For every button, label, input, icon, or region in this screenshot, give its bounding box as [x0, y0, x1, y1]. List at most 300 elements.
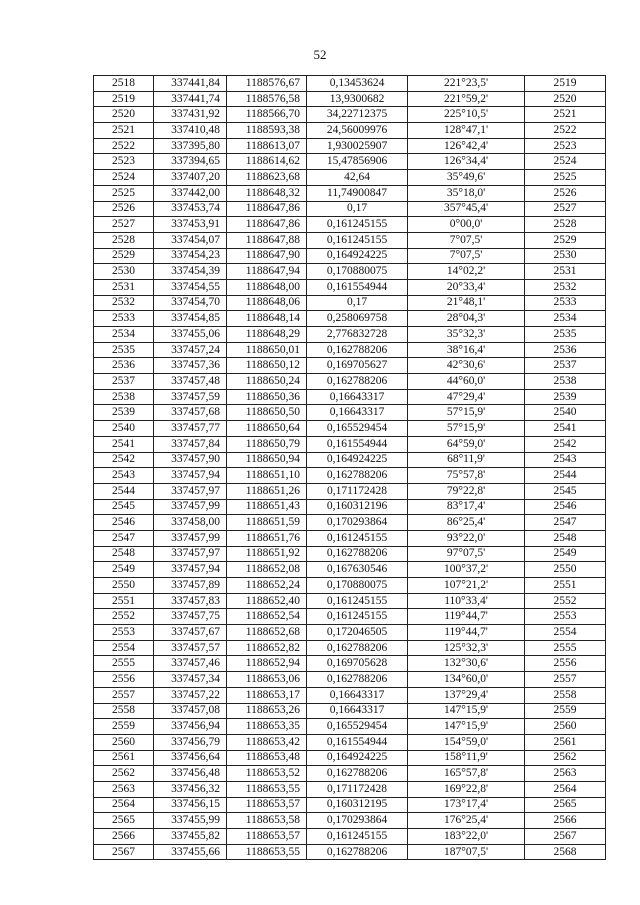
point-to-cell: 2561 [525, 734, 606, 750]
length-cell: 0,258069758 [307, 311, 408, 327]
x-coordinate-cell: 337455,66 [154, 844, 227, 860]
x-coordinate-cell: 337441,84 [154, 76, 227, 92]
point-to-cell: 2535 [525, 327, 606, 343]
y-coordinate-cell: 1188650,79 [227, 436, 307, 452]
point-from-cell: 2521 [94, 123, 154, 139]
direction-angle-cell: 119°44,7' [408, 609, 525, 625]
direction-angle-cell: 147°15,9' [408, 719, 525, 735]
table-row [94, 185, 606, 201]
table-row [94, 530, 606, 546]
point-to-cell: 2532 [525, 279, 606, 295]
y-coordinate-cell: 1188651,43 [227, 499, 307, 515]
table-row [94, 640, 606, 656]
table-row [94, 170, 606, 186]
direction-angle-cell: 35°18,0' [408, 185, 525, 201]
y-coordinate-cell: 1188653,17 [227, 687, 307, 703]
x-coordinate-cell: 337457,34 [154, 672, 227, 688]
y-coordinate-cell: 1188652,40 [227, 593, 307, 609]
point-from-cell: 2535 [94, 342, 154, 358]
table-row [94, 468, 606, 484]
point-to-cell: 2554 [525, 625, 606, 641]
length-cell: 34,22712375 [307, 107, 408, 123]
table-row [94, 499, 606, 515]
x-coordinate-cell: 337456,48 [154, 766, 227, 782]
x-coordinate-cell: 337457,90 [154, 452, 227, 468]
x-coordinate-cell: 337457,99 [154, 530, 227, 546]
x-coordinate-cell: 337456,94 [154, 719, 227, 735]
length-cell: 0,170293864 [307, 813, 408, 829]
table-row [94, 248, 606, 264]
point-to-cell: 2521 [525, 107, 606, 123]
y-coordinate-cell: 1188650,24 [227, 374, 307, 390]
direction-angle-cell: 14°02,2' [408, 264, 525, 280]
direction-angle-cell: 107°21,2' [408, 578, 525, 594]
table-row [94, 625, 606, 641]
table-body [94, 76, 606, 860]
point-from-cell: 2556 [94, 672, 154, 688]
length-cell: 0,164924225 [307, 452, 408, 468]
direction-angle-cell: 147°15,9' [408, 703, 525, 719]
x-coordinate-cell: 337457,59 [154, 389, 227, 405]
length-cell: 0,161245155 [307, 609, 408, 625]
y-coordinate-cell: 1188648,32 [227, 185, 307, 201]
length-cell: 0,164924225 [307, 248, 408, 264]
point-from-cell: 2546 [94, 515, 154, 531]
point-to-cell: 2556 [525, 656, 606, 672]
point-from-cell: 2542 [94, 452, 154, 468]
x-coordinate-cell: 337453,91 [154, 217, 227, 233]
point-to-cell: 2534 [525, 311, 606, 327]
direction-angle-cell: 20°33,4' [408, 279, 525, 295]
direction-angle-cell: 125°32,3' [408, 640, 525, 656]
point-from-cell: 2520 [94, 107, 154, 123]
point-to-cell: 2546 [525, 499, 606, 515]
point-to-cell: 2526 [525, 185, 606, 201]
length-cell: 0,161554944 [307, 734, 408, 750]
length-cell: 0,170880075 [307, 264, 408, 280]
x-coordinate-cell: 337410,48 [154, 123, 227, 139]
point-to-cell: 2564 [525, 781, 606, 797]
point-from-cell: 2544 [94, 483, 154, 499]
table-row [94, 421, 606, 437]
x-coordinate-cell: 337455,82 [154, 829, 227, 845]
table-row [94, 672, 606, 688]
length-cell: 0,161245155 [307, 217, 408, 233]
point-from-cell: 2536 [94, 358, 154, 374]
table-row [94, 750, 606, 766]
point-from-cell: 2539 [94, 405, 154, 421]
y-coordinate-cell: 1188653,42 [227, 734, 307, 750]
point-from-cell: 2519 [94, 91, 154, 107]
x-coordinate-cell: 337457,89 [154, 578, 227, 594]
point-from-cell: 2533 [94, 311, 154, 327]
y-coordinate-cell: 1188613,07 [227, 138, 307, 154]
x-coordinate-cell: 337457,99 [154, 499, 227, 515]
direction-angle-cell: 134°60,0' [408, 672, 525, 688]
direction-angle-cell: 187°07,5' [408, 844, 525, 860]
point-to-cell: 2548 [525, 530, 606, 546]
direction-angle-cell: 221°59,2' [408, 91, 525, 107]
point-to-cell: 2539 [525, 389, 606, 405]
direction-angle-cell: 110°33,4' [408, 593, 525, 609]
x-coordinate-cell: 337457,67 [154, 625, 227, 641]
length-cell: 0,16643317 [307, 687, 408, 703]
y-coordinate-cell: 1188651,26 [227, 483, 307, 499]
x-coordinate-cell: 337455,06 [154, 327, 227, 343]
x-coordinate-cell: 337457,77 [154, 421, 227, 437]
point-from-cell: 2551 [94, 593, 154, 609]
point-to-cell: 2547 [525, 515, 606, 531]
point-to-cell: 2567 [525, 829, 606, 845]
direction-angle-cell: 169°22,8' [408, 781, 525, 797]
direction-angle-cell: 97°07,5' [408, 546, 525, 562]
length-cell: 0,162788206 [307, 546, 408, 562]
length-cell: 0,13453624 [307, 76, 408, 92]
table-row [94, 311, 606, 327]
point-from-cell: 2562 [94, 766, 154, 782]
y-coordinate-cell: 1188576,58 [227, 91, 307, 107]
y-coordinate-cell: 1188651,92 [227, 546, 307, 562]
y-coordinate-cell: 1188650,50 [227, 405, 307, 421]
length-cell: 0,162788206 [307, 672, 408, 688]
direction-angle-cell: 35°49,6' [408, 170, 525, 186]
length-cell: 24,56009976 [307, 123, 408, 139]
direction-angle-cell: 7°07,5' [408, 232, 525, 248]
y-coordinate-cell: 1188653,52 [227, 766, 307, 782]
point-from-cell: 2553 [94, 625, 154, 641]
direction-angle-cell: 132°30,6' [408, 656, 525, 672]
table-row [94, 295, 606, 311]
point-from-cell: 2540 [94, 421, 154, 437]
direction-angle-cell: 28°04,3' [408, 311, 525, 327]
x-coordinate-cell: 337455,99 [154, 813, 227, 829]
length-cell: 0,162788206 [307, 468, 408, 484]
y-coordinate-cell: 1188653,58 [227, 813, 307, 829]
direction-angle-cell: 44°60,0' [408, 374, 525, 390]
point-from-cell: 2545 [94, 499, 154, 515]
table-row [94, 829, 606, 845]
x-coordinate-cell: 337457,36 [154, 358, 227, 374]
point-to-cell: 2529 [525, 232, 606, 248]
y-coordinate-cell: 1188614,62 [227, 154, 307, 170]
point-to-cell: 2538 [525, 374, 606, 390]
direction-angle-cell: 64°59,0' [408, 436, 525, 452]
point-to-cell: 2519 [525, 76, 606, 92]
point-from-cell: 2530 [94, 264, 154, 280]
x-coordinate-cell: 337457,84 [154, 436, 227, 452]
point-from-cell: 2529 [94, 248, 154, 264]
point-from-cell: 2528 [94, 232, 154, 248]
length-cell: 0,16643317 [307, 389, 408, 405]
point-from-cell: 2554 [94, 640, 154, 656]
y-coordinate-cell: 1188653,48 [227, 750, 307, 766]
y-coordinate-cell: 1188648,06 [227, 295, 307, 311]
point-to-cell: 2549 [525, 546, 606, 562]
direction-angle-cell: 35°32,3' [408, 327, 525, 343]
y-coordinate-cell: 1188650,12 [227, 358, 307, 374]
y-coordinate-cell: 1188653,57 [227, 829, 307, 845]
coordinates-table [93, 75, 606, 860]
x-coordinate-cell: 337454,23 [154, 248, 227, 264]
direction-angle-cell: 83°17,4' [408, 499, 525, 515]
point-to-cell: 2551 [525, 578, 606, 594]
point-from-cell: 2560 [94, 734, 154, 750]
point-to-cell: 2523 [525, 138, 606, 154]
length-cell: 0,161245155 [307, 593, 408, 609]
x-coordinate-cell: 337457,68 [154, 405, 227, 421]
length-cell: 15,47856906 [307, 154, 408, 170]
y-coordinate-cell: 1188652,94 [227, 656, 307, 672]
direction-angle-cell: 7°07,5' [408, 248, 525, 264]
table-row [94, 546, 606, 562]
point-to-cell: 2563 [525, 766, 606, 782]
y-coordinate-cell: 1188576,67 [227, 76, 307, 92]
point-to-cell: 2528 [525, 217, 606, 233]
point-to-cell: 2531 [525, 264, 606, 280]
point-to-cell: 2530 [525, 248, 606, 264]
table-row [94, 703, 606, 719]
x-coordinate-cell: 337457,94 [154, 562, 227, 578]
x-coordinate-cell: 337456,32 [154, 781, 227, 797]
x-coordinate-cell: 337407,20 [154, 170, 227, 186]
point-to-cell: 2568 [525, 844, 606, 860]
point-from-cell: 2534 [94, 327, 154, 343]
point-to-cell: 2550 [525, 562, 606, 578]
point-from-cell: 2559 [94, 719, 154, 735]
length-cell: 0,162788206 [307, 640, 408, 656]
y-coordinate-cell: 1188653,35 [227, 719, 307, 735]
table-row [94, 609, 606, 625]
point-from-cell: 2531 [94, 279, 154, 295]
point-to-cell: 2525 [525, 170, 606, 186]
x-coordinate-cell: 337457,24 [154, 342, 227, 358]
length-cell: 0,162788206 [307, 342, 408, 358]
point-from-cell: 2548 [94, 546, 154, 562]
length-cell: 0,16643317 [307, 405, 408, 421]
point-to-cell: 2537 [525, 358, 606, 374]
direction-angle-cell: 154°59,0' [408, 734, 525, 750]
table-row [94, 232, 606, 248]
point-to-cell: 2562 [525, 750, 606, 766]
x-coordinate-cell: 337394,65 [154, 154, 227, 170]
direction-angle-cell: 158°11,9' [408, 750, 525, 766]
length-cell: 0,170880075 [307, 578, 408, 594]
table-row [94, 405, 606, 421]
x-coordinate-cell: 337457,97 [154, 546, 227, 562]
point-from-cell: 2558 [94, 703, 154, 719]
x-coordinate-cell: 337442,00 [154, 185, 227, 201]
y-coordinate-cell: 1188623,68 [227, 170, 307, 186]
point-to-cell: 2565 [525, 797, 606, 813]
point-to-cell: 2559 [525, 703, 606, 719]
table-row [94, 389, 606, 405]
y-coordinate-cell: 1188653,55 [227, 844, 307, 860]
point-from-cell: 2565 [94, 813, 154, 829]
point-to-cell: 2543 [525, 452, 606, 468]
y-coordinate-cell: 1188653,55 [227, 781, 307, 797]
point-to-cell: 2541 [525, 421, 606, 437]
table-row [94, 201, 606, 217]
length-cell: 0,161245155 [307, 232, 408, 248]
point-to-cell: 2557 [525, 672, 606, 688]
x-coordinate-cell: 337457,08 [154, 703, 227, 719]
x-coordinate-cell: 337454,39 [154, 264, 227, 280]
table-row [94, 687, 606, 703]
direction-angle-cell: 38°16,4' [408, 342, 525, 358]
length-cell: 0,170293864 [307, 515, 408, 531]
direction-angle-cell: 183°22,0' [408, 829, 525, 845]
table-row [94, 766, 606, 782]
table-row [94, 91, 606, 107]
direction-angle-cell: 119°44,7' [408, 625, 525, 641]
table-row [94, 279, 606, 295]
point-to-cell: 2545 [525, 483, 606, 499]
length-cell: 0,172046505 [307, 625, 408, 641]
direction-angle-cell: 57°15,9' [408, 421, 525, 437]
direction-angle-cell: 0°00,0' [408, 217, 525, 233]
point-to-cell: 2527 [525, 201, 606, 217]
direction-angle-cell: 357°45,4' [408, 201, 525, 217]
length-cell: 2,776832728 [307, 327, 408, 343]
point-from-cell: 2547 [94, 530, 154, 546]
x-coordinate-cell: 337454,70 [154, 295, 227, 311]
point-from-cell: 2538 [94, 389, 154, 405]
length-cell: 0,171172428 [307, 483, 408, 499]
point-from-cell: 2518 [94, 76, 154, 92]
table-row [94, 781, 606, 797]
y-coordinate-cell: 1188593,38 [227, 123, 307, 139]
point-to-cell: 2520 [525, 91, 606, 107]
y-coordinate-cell: 1188647,94 [227, 264, 307, 280]
point-from-cell: 2552 [94, 609, 154, 625]
y-coordinate-cell: 1188652,68 [227, 625, 307, 641]
direction-angle-cell: 126°42,4' [408, 138, 525, 154]
length-cell: 0,171172428 [307, 781, 408, 797]
point-from-cell: 2523 [94, 154, 154, 170]
x-coordinate-cell: 337431,92 [154, 107, 227, 123]
length-cell: 0,161554944 [307, 436, 408, 452]
y-coordinate-cell: 1188653,57 [227, 797, 307, 813]
x-coordinate-cell: 337457,97 [154, 483, 227, 499]
direction-angle-cell: 176°25,4' [408, 813, 525, 829]
y-coordinate-cell: 1188652,08 [227, 562, 307, 578]
length-cell: 1,930025907 [307, 138, 408, 154]
direction-angle-cell: 79°22,8' [408, 483, 525, 499]
x-coordinate-cell: 337456,79 [154, 734, 227, 750]
direction-angle-cell: 221°23,5' [408, 76, 525, 92]
direction-angle-cell: 42°30,6' [408, 358, 525, 374]
y-coordinate-cell: 1188647,86 [227, 201, 307, 217]
direction-angle-cell: 75°57,8' [408, 468, 525, 484]
x-coordinate-cell: 337458,00 [154, 515, 227, 531]
length-cell: 0,162788206 [307, 766, 408, 782]
point-to-cell: 2558 [525, 687, 606, 703]
y-coordinate-cell: 1188652,82 [227, 640, 307, 656]
y-coordinate-cell: 1188566,70 [227, 107, 307, 123]
table-row [94, 358, 606, 374]
point-from-cell: 2543 [94, 468, 154, 484]
table-row [94, 562, 606, 578]
point-from-cell: 2563 [94, 781, 154, 797]
y-coordinate-cell: 1188651,10 [227, 468, 307, 484]
direction-angle-cell: 173°17,4' [408, 797, 525, 813]
table-row [94, 578, 606, 594]
direction-angle-cell: 86°25,4' [408, 515, 525, 531]
x-coordinate-cell: 337457,57 [154, 640, 227, 656]
x-coordinate-cell: 337441,74 [154, 91, 227, 107]
y-coordinate-cell: 1188648,00 [227, 279, 307, 295]
length-cell: 0,160312195 [307, 797, 408, 813]
point-to-cell: 2544 [525, 468, 606, 484]
page-number: 52 [313, 47, 327, 62]
point-to-cell: 2540 [525, 405, 606, 421]
table-row [94, 154, 606, 170]
direction-angle-cell: 165°57,8' [408, 766, 525, 782]
point-from-cell: 2566 [94, 829, 154, 845]
table-row [94, 436, 606, 452]
x-coordinate-cell: 337457,48 [154, 374, 227, 390]
y-coordinate-cell: 1188652,54 [227, 609, 307, 625]
length-cell: 0,165529454 [307, 421, 408, 437]
point-from-cell: 2527 [94, 217, 154, 233]
direction-angle-cell: 126°34,4' [408, 154, 525, 170]
point-from-cell: 2524 [94, 170, 154, 186]
y-coordinate-cell: 1188650,36 [227, 389, 307, 405]
direction-angle-cell: 93°22,0' [408, 530, 525, 546]
length-cell: 11,74900847 [307, 185, 408, 201]
direction-angle-cell: 21°48,1' [408, 295, 525, 311]
point-from-cell: 2567 [94, 844, 154, 860]
length-cell: 0,169705627 [307, 358, 408, 374]
point-to-cell: 2552 [525, 593, 606, 609]
direction-angle-cell: 68°11,9' [408, 452, 525, 468]
x-coordinate-cell: 337456,15 [154, 797, 227, 813]
point-to-cell: 2522 [525, 123, 606, 139]
length-cell: 0,169705628 [307, 656, 408, 672]
table-row [94, 813, 606, 829]
length-cell: 0,161245155 [307, 530, 408, 546]
y-coordinate-cell: 1188647,86 [227, 217, 307, 233]
point-to-cell: 2553 [525, 609, 606, 625]
length-cell: 0,161245155 [307, 829, 408, 845]
direction-angle-cell: 137°29,4' [408, 687, 525, 703]
table-row [94, 217, 606, 233]
length-cell: 0,161554944 [307, 279, 408, 295]
table-row [94, 76, 606, 92]
table-row [94, 734, 606, 750]
length-cell: 0,164924225 [307, 750, 408, 766]
y-coordinate-cell: 1188653,26 [227, 703, 307, 719]
x-coordinate-cell: 337454,55 [154, 279, 227, 295]
y-coordinate-cell: 1188648,14 [227, 311, 307, 327]
y-coordinate-cell: 1188648,29 [227, 327, 307, 343]
length-cell: 42,64 [307, 170, 408, 186]
x-coordinate-cell: 337457,22 [154, 687, 227, 703]
length-cell: 0,167630546 [307, 562, 408, 578]
point-to-cell: 2560 [525, 719, 606, 735]
direction-angle-cell: 225°10,5' [408, 107, 525, 123]
length-cell: 0,162788206 [307, 844, 408, 860]
x-coordinate-cell: 337457,75 [154, 609, 227, 625]
point-from-cell: 2550 [94, 578, 154, 594]
table-row [94, 483, 606, 499]
direction-angle-cell: 128°47,1' [408, 123, 525, 139]
x-coordinate-cell: 337454,85 [154, 311, 227, 327]
x-coordinate-cell: 337454,07 [154, 232, 227, 248]
table-row [94, 264, 606, 280]
x-coordinate-cell: 337395,80 [154, 138, 227, 154]
table-row [94, 797, 606, 813]
